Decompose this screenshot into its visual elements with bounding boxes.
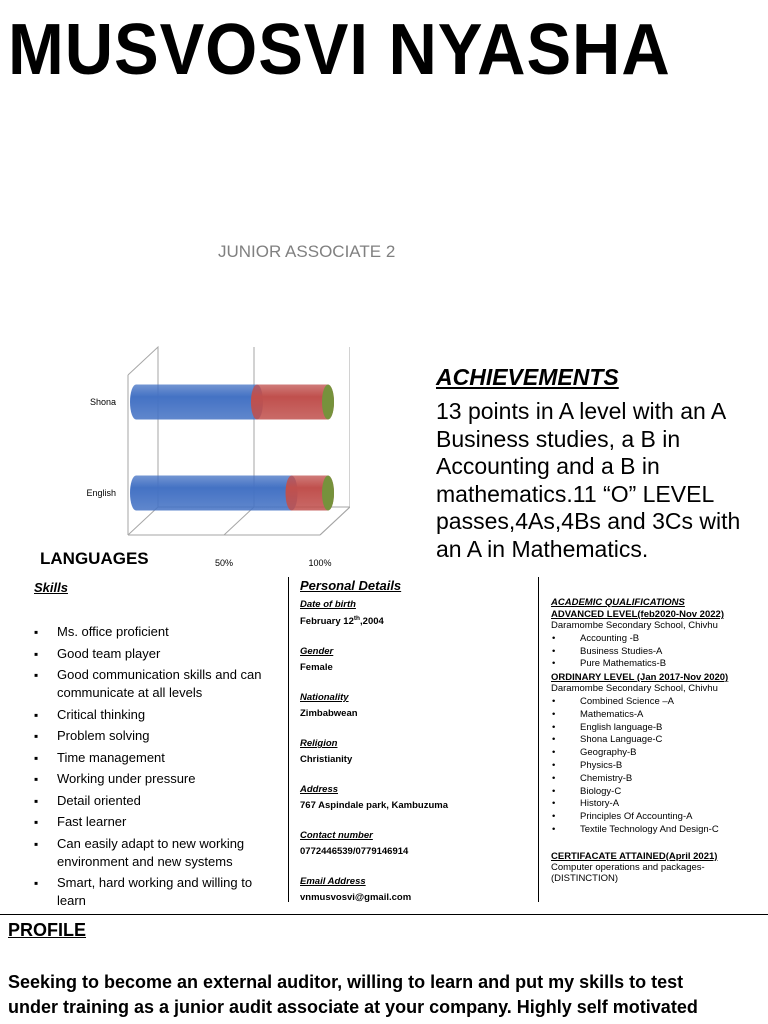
contact-value: 0772446539/0779146914 [300,846,409,858]
ordinary-subject-item: • Physics-B [551,760,766,773]
chart-gridline [320,507,350,535]
certificate-heading: CERTIFACATE ATTAINED(April 2021) [551,850,718,862]
email-label: Email Address [300,876,366,888]
ordinary-subject-item: • Biology-C [551,786,766,799]
skill-item: ▪ Can easily adapt to new working environment and new systems [34,835,274,871]
chart-tick-label: 50% [214,558,234,568]
advanced-subject-item: • Pure Mathematics-B [551,658,766,671]
ordinary-subjects-list [551,696,766,837]
gender-value: Female [300,662,333,674]
dob-label: Date of birth [300,599,356,610]
bar-english-segment-1 [130,476,298,511]
candidate-name: MUSVOSVI NYASHA [8,10,671,90]
skills-section [34,580,274,914]
skill-item: ▪ Time management [34,749,274,767]
languages-chart [80,340,350,575]
dob-value: February 12th,2004 [300,615,384,628]
achievements-text: 13 points in A level with an A Business studies, a B in Accounting and a B in mathematics.11 “O” LEVEL passes,4As,4Bs and 3Cs with an A in Mathematics. [436,398,741,562]
profile-line-1: Seeking to become an external auditor, willing to learn and put my skills to test [8,972,684,992]
address-value: 767 Aspindale park, Kambuzuma [300,800,449,812]
chart-floor-left [128,507,158,535]
ordinary-subject-item: • Shona Language-C [551,734,766,747]
ordinary-level-school: Daramombe Secondary School, Chivhu [551,683,718,695]
column-divider-left [288,577,289,902]
certificate-text: Computer operations and packages-(DISTINCTION) [551,861,705,884]
ordinary-subject-item: • Geography-B [551,747,766,760]
ordinary-subject-item: • History-A [551,798,766,811]
chart-category-label: Shona [89,397,116,407]
chart-category-label: English [86,488,116,498]
advanced-level-heading: ADVANCED LEVEL(feb2020-Nov 2022) [551,609,724,620]
gender-label: Gender [300,646,334,658]
academic-section [551,597,766,884]
achievements-title: ACHIEVEMENTS [436,364,619,390]
bar-shona-segment-1 [130,385,263,420]
skill-item: ▪ Problem solving [34,727,274,745]
skills-list [34,623,274,910]
column-divider-right [538,577,539,902]
contact-label: Contact number [300,830,373,842]
skill-item: ▪ Ms. office proficient [34,623,274,641]
academic-title: ACADEMIC QUALIFICATIONS [551,597,685,608]
ordinary-subject-item: • Principles Of Accounting-A [551,811,766,824]
ordinary-level-heading: ORDINARY LEVEL (Jan 2017-Nov 2020) [551,672,729,684]
profile-title: PROFILE [8,920,87,940]
bar-shona-segment-2 [251,385,334,420]
job-title: JUNIOR ASSOCIATE 2 [218,242,396,261]
nationality-value: Zimbabwean [300,708,358,720]
skill-item: ▪ Detail oriented [34,792,274,810]
ordinary-subject-item: • Textile Technology And Design-C [551,824,766,837]
address-label: Address [300,784,339,796]
skill-item: ▪ Working under pressure [34,770,274,788]
advanced-subjects-list [551,633,766,671]
advanced-subject-item: • Business Studies-A [551,646,766,659]
skill-item: ▪ Fast learner [34,813,274,831]
bar-english-end-cap [322,476,334,511]
email-value: vnmusvosvi@gmail.com [300,892,412,904]
profile-divider [0,914,768,915]
profile-line-2: under training as a junior audit associate at your company. Highly self motivated [8,997,698,1017]
chart-gridline [224,507,254,535]
religion-label: Religion [300,738,338,750]
skill-item: ▪ Good team player [34,645,274,663]
personal-details-section [300,578,530,903]
religion-value: Christianity [300,754,353,766]
skill-item: ▪ Good communication skills and can communicate at all levels [34,666,274,702]
personal-details-title: Personal Details [300,578,402,593]
languages-title: LANGUAGES [40,549,149,568]
ordinary-subject-item: • Chemistry-B [551,773,766,786]
ordinary-subject-item: • Mathematics-A [551,709,766,722]
profile-text [8,970,768,1020]
advanced-level-school: Daramombe Secondary School, Chivhu [551,620,718,631]
ordinary-subject-item: • Combined Science –A [551,696,766,709]
chart-bars [130,385,334,511]
chart-tick-label: 100% [308,558,332,568]
bar-shona-end-cap [322,385,334,420]
skill-item: ▪ Critical thinking [34,706,274,724]
ordinary-subject-item: • English language-B [551,722,766,735]
advanced-subject-item: • Accounting -B [551,633,766,646]
skill-item: ▪ Smart, hard working and willing to learn [34,874,274,910]
nationality-label: Nationality [300,692,349,704]
skills-title: Skills [34,580,68,595]
